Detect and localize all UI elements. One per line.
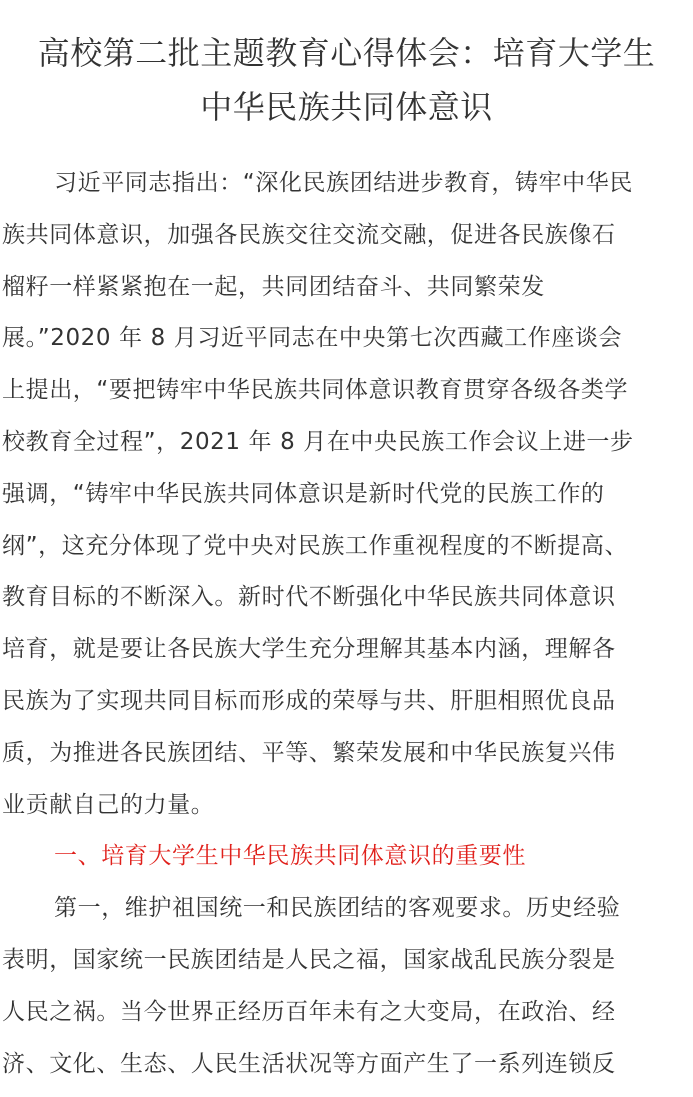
paragraph-line: 培育，就是要让各民族大学生充分理解其基本内涵，理解各 xyxy=(2,636,616,663)
paragraph-line: 纲”，这充分体现了党中央对民族工作重视程度的不断提高、 xyxy=(2,532,629,559)
article-title xyxy=(0,26,693,134)
paragraph-line: 第一，维护祖国统一和民族团结的客观要求。历史经验 xyxy=(54,895,621,922)
paragraph-line: 质，为推进各民族团结、平等、繁荣发展和中华民族复兴伟 xyxy=(2,739,616,766)
article-body xyxy=(2,158,692,1090)
paragraph-line: 表明，国家统一民族团结是人民之福，国家战乱民族分裂是 xyxy=(2,946,616,973)
title-line-2: 中华民族共同体意识 xyxy=(200,88,493,126)
paragraph-line: 教育目标的不断深入。新时代不断强化中华民族共同体意识 xyxy=(2,584,616,611)
paragraph-line: 展。”2020 年 8 月习近平同志在中央第七次西藏工作座谈会 xyxy=(2,325,623,352)
paragraph-line: 族共同体意识，加强各民族交往交流交融，促进各民族像石 xyxy=(2,221,616,248)
section-heading: 一、培育大学生中华民族共同体意识的重要性 xyxy=(54,843,526,870)
paragraph-line: 榴籽一样紧紧抱在一起，共同团结奋斗、共同繁荣发 xyxy=(2,273,545,300)
paragraph-line: 习近平同志指出：“深化民族团结进步教育，铸牢中华民 xyxy=(54,170,633,196)
paragraph-line: 济、文化、生态、人民生活状况等方面产生了一系列连锁反 xyxy=(2,1050,616,1077)
paragraph-line: 民族为了实现共同目标而形成的荣辱与共、肝胆相照优良品 xyxy=(2,687,616,714)
title-line-1: 高校第二批主题教育心得体会：培育大学生 xyxy=(37,34,656,72)
paragraph-line: 强调，“铸牢中华民族共同体意识是新时代党的民族工作的 xyxy=(2,480,605,507)
paragraph-line: 校教育全过程”，2021 年 8 月在中央民族工作会议上进一步 xyxy=(2,428,634,455)
paragraph-line: 人民之祸。当今世界正经历百年未有之大变局，在政治、经 xyxy=(2,998,616,1025)
paragraph-line: 业贡献自己的力量。 xyxy=(2,791,215,818)
paragraph-line: 上提出，“要把铸牢中华民族共同体意识教育贯穿各级各类学 xyxy=(2,377,629,404)
